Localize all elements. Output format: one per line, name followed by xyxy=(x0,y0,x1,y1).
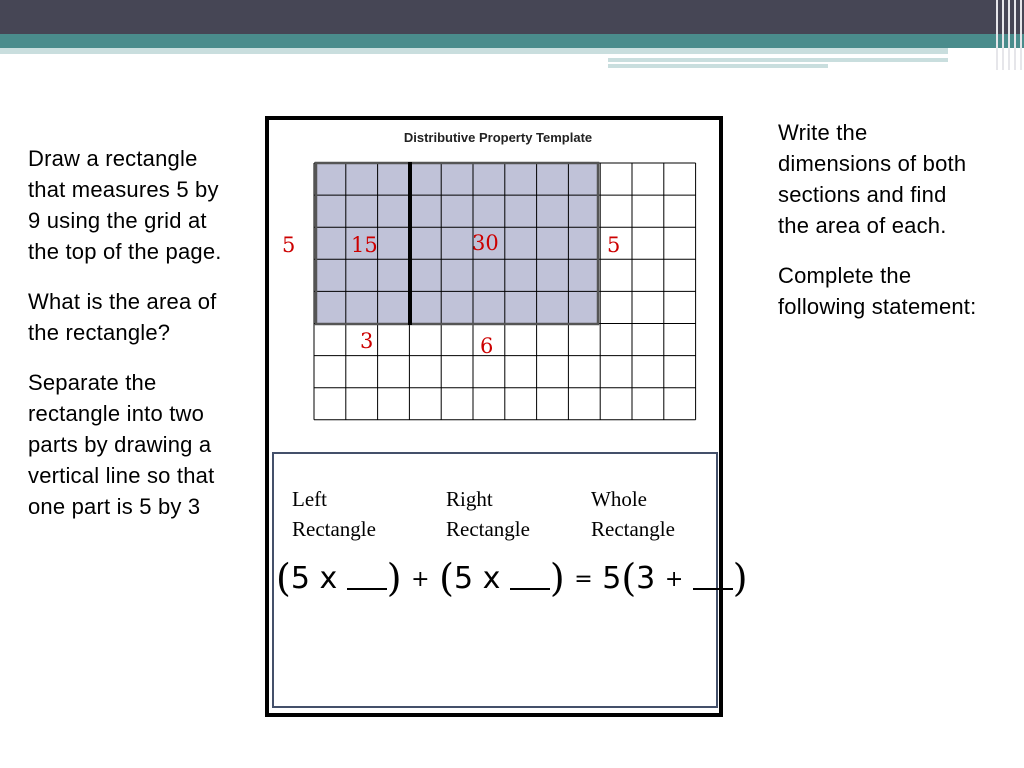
instruction-write-dimensions: Write the dimensions of both sections and find the area of each. xyxy=(778,120,967,238)
column-left-rectangle xyxy=(292,484,376,544)
instruction-complete-statement: Complete the following statement: xyxy=(778,263,977,319)
column-left-line2: Rectangle xyxy=(292,517,376,541)
label-height-left: 5 xyxy=(282,233,296,257)
instruction-area-question: What is the area of the rectangle? xyxy=(28,289,217,345)
equation-inner: 3 xyxy=(636,561,656,596)
instruction-separate: Separate the rectangle into two parts by drawing a vertical line so that one part is 5 by 3 xyxy=(28,370,215,519)
template-title: Distributive Property Template xyxy=(403,130,593,145)
equation-plus1: + xyxy=(411,567,430,592)
blank-3[interactable] xyxy=(693,562,733,590)
instruction-draw-rectangle: Draw a rectangle that measures 5 by 9 using the grid at the top of the page. xyxy=(28,146,222,264)
column-right-line1: Right xyxy=(446,487,493,511)
equation-factor: 5 xyxy=(602,561,622,596)
equation-plus2: + xyxy=(664,567,684,592)
label-width-right: 6 xyxy=(480,334,494,358)
column-whole-rectangle xyxy=(591,484,675,544)
blank-1[interactable] xyxy=(347,562,387,590)
blank-2[interactable] xyxy=(510,562,550,590)
distributive-equation: (5 x ) + (5 x ) = 5(3 + ) xyxy=(276,556,748,600)
equation-term2: 5 x xyxy=(453,561,501,596)
label-area-right: 30 xyxy=(472,231,499,255)
label-area-left: 15 xyxy=(351,233,378,257)
column-right-line2: Rectangle xyxy=(446,517,530,541)
label-height-right: 5 xyxy=(607,233,621,257)
column-whole-line1: Whole xyxy=(591,487,647,511)
label-width-left: 3 xyxy=(360,329,374,353)
equation-equals: = xyxy=(574,567,593,592)
column-right-rectangle xyxy=(446,484,530,544)
column-whole-line2: Rectangle xyxy=(591,517,675,541)
equation-term1: 5 x xyxy=(290,561,338,596)
column-left-line1: Left xyxy=(292,487,327,511)
